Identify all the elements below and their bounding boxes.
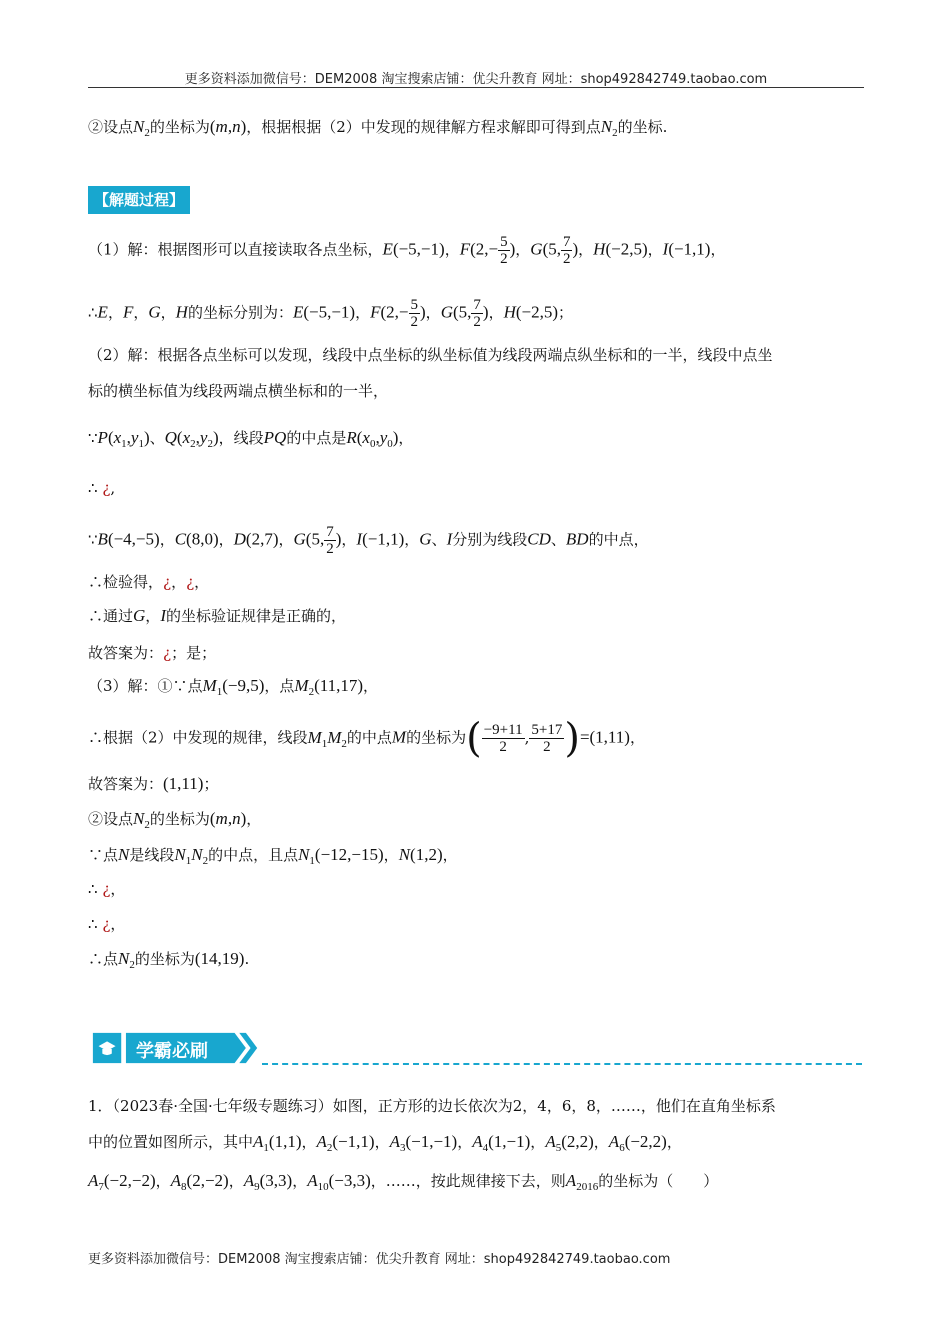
solution-part3-line5: ∵点N是线段$N_1N_2$的中点，且点$N_1(-12,-15)$，N(1,2)，: [88, 845, 458, 867]
solution-badge: 【解题过程】: [88, 186, 190, 214]
solution-part2-line3: $\because P(x_1,y_1)$、$Q(x_2,y_2)$，线段PQ的中点是$R(x_0,y_0)$，: [88, 428, 414, 450]
question1-line3: $A_7(-2,-2)$，$A_8(2,-2)$，$A_9(3,3)$，$A_{10}(-3,3)$，……，按此规律接下去，则$A_{2016}$的坐标为（ ）: [88, 1171, 719, 1193]
header-rule: [88, 87, 864, 88]
solution-part3-line2: ∴根据（2）中发现的规律，线段$M_1M_2$的中点M的坐标为( $\frac{-9+11}{2}$ , $\frac{5+17}{2}$ )=(1,11)，: [88, 715, 645, 762]
solution-part2-line1: （2）解：根据各点坐标可以发现，线段中点坐标的纵坐标值为线段两端点纵坐标和的一半，线段中点坐: [88, 346, 773, 364]
solution-part1-line2: ∴E，F，G，H的坐标分别为：E(−5,−1)，F(2,− $\frac{5}{2}$ )，G(5, $\frac{7}{2}$ )，H(−2,5)；: [88, 297, 574, 330]
intro-line: ②设点$N_2$的坐标为(m,n)，根据根据（2）中发现的规律解方程求解即可得到点$N_2$的坐标.: [88, 117, 668, 139]
solution-part3-line8: ∴点$N_2$的坐标为(14,19).: [88, 949, 250, 971]
section-dashed-rule: [262, 1063, 862, 1065]
solution-part3-line3: 故答案为：(1,11)；: [88, 774, 219, 793]
solution-part3-line7: ∴ ¿，: [88, 915, 126, 933]
solution-part3-line1: （3）解：①∵点$M_1(-9,5)$，点$M_2(11,17)$，: [88, 676, 379, 698]
question1-line2: 中的位置如图所示，其中$A_1(1,1)$，$A_2(-1,1)$，$A_3(-1,-1)$，$A_4(1,-1)$，$A_5(2,2)$，$A_6(-2,2)$，: [88, 1132, 682, 1154]
solution-part2-line8: 故答案为：¿；是；: [88, 644, 217, 662]
solution-part1-line1: （1）解：根据图形可以直接读取各点坐标，E(−5,−1)，F(2,− $\frac{5}{2}$ )，G(5, $\frac{7}{2}$ )，H(−2,5)，I(−1,1)，: [88, 234, 726, 267]
solution-part3-line6: ∴ ¿，: [88, 880, 126, 898]
solution-part3-line4: ②设点$N_2$的坐标为(m,n)，: [88, 809, 262, 831]
solution-part2-line5: ∵B(−4,−5)，C(8,0)，D(2,7)，G(5, $\frac{7}{2}$ )，I(−1,1)，G、I分别为线段CD、BD的中点，: [88, 524, 649, 557]
solution-part2-line4: ∴ ¿,: [88, 479, 116, 497]
solution-part2-line7: ∴通过G，I的坐标验证规律是正确的，: [88, 606, 346, 625]
solution-part2-line2: 标的横坐标值为线段两端点横坐标和的一半，: [88, 382, 389, 400]
page-header: 更多资料添加微信号：DEM2008 淘宝搜索店铺：优尖升教育 网址：shop492842749.taobao.com: [184, 72, 768, 87]
question1-line1: 1．（2023春·全国·七年级专题练习）如图，正方形的边长依次为2，4，6，8，……，他们在直角坐标系: [88, 1097, 776, 1115]
page-footer: 更多资料添加微信号：DEM2008 淘宝搜索店铺：优尖升教育 网址：shop492842749.taobao.com: [88, 1252, 671, 1267]
solution-part2-line6: ∴检验得，¿，¿，: [88, 573, 210, 591]
section-title: 学霸必刷: [136, 1041, 208, 1062]
